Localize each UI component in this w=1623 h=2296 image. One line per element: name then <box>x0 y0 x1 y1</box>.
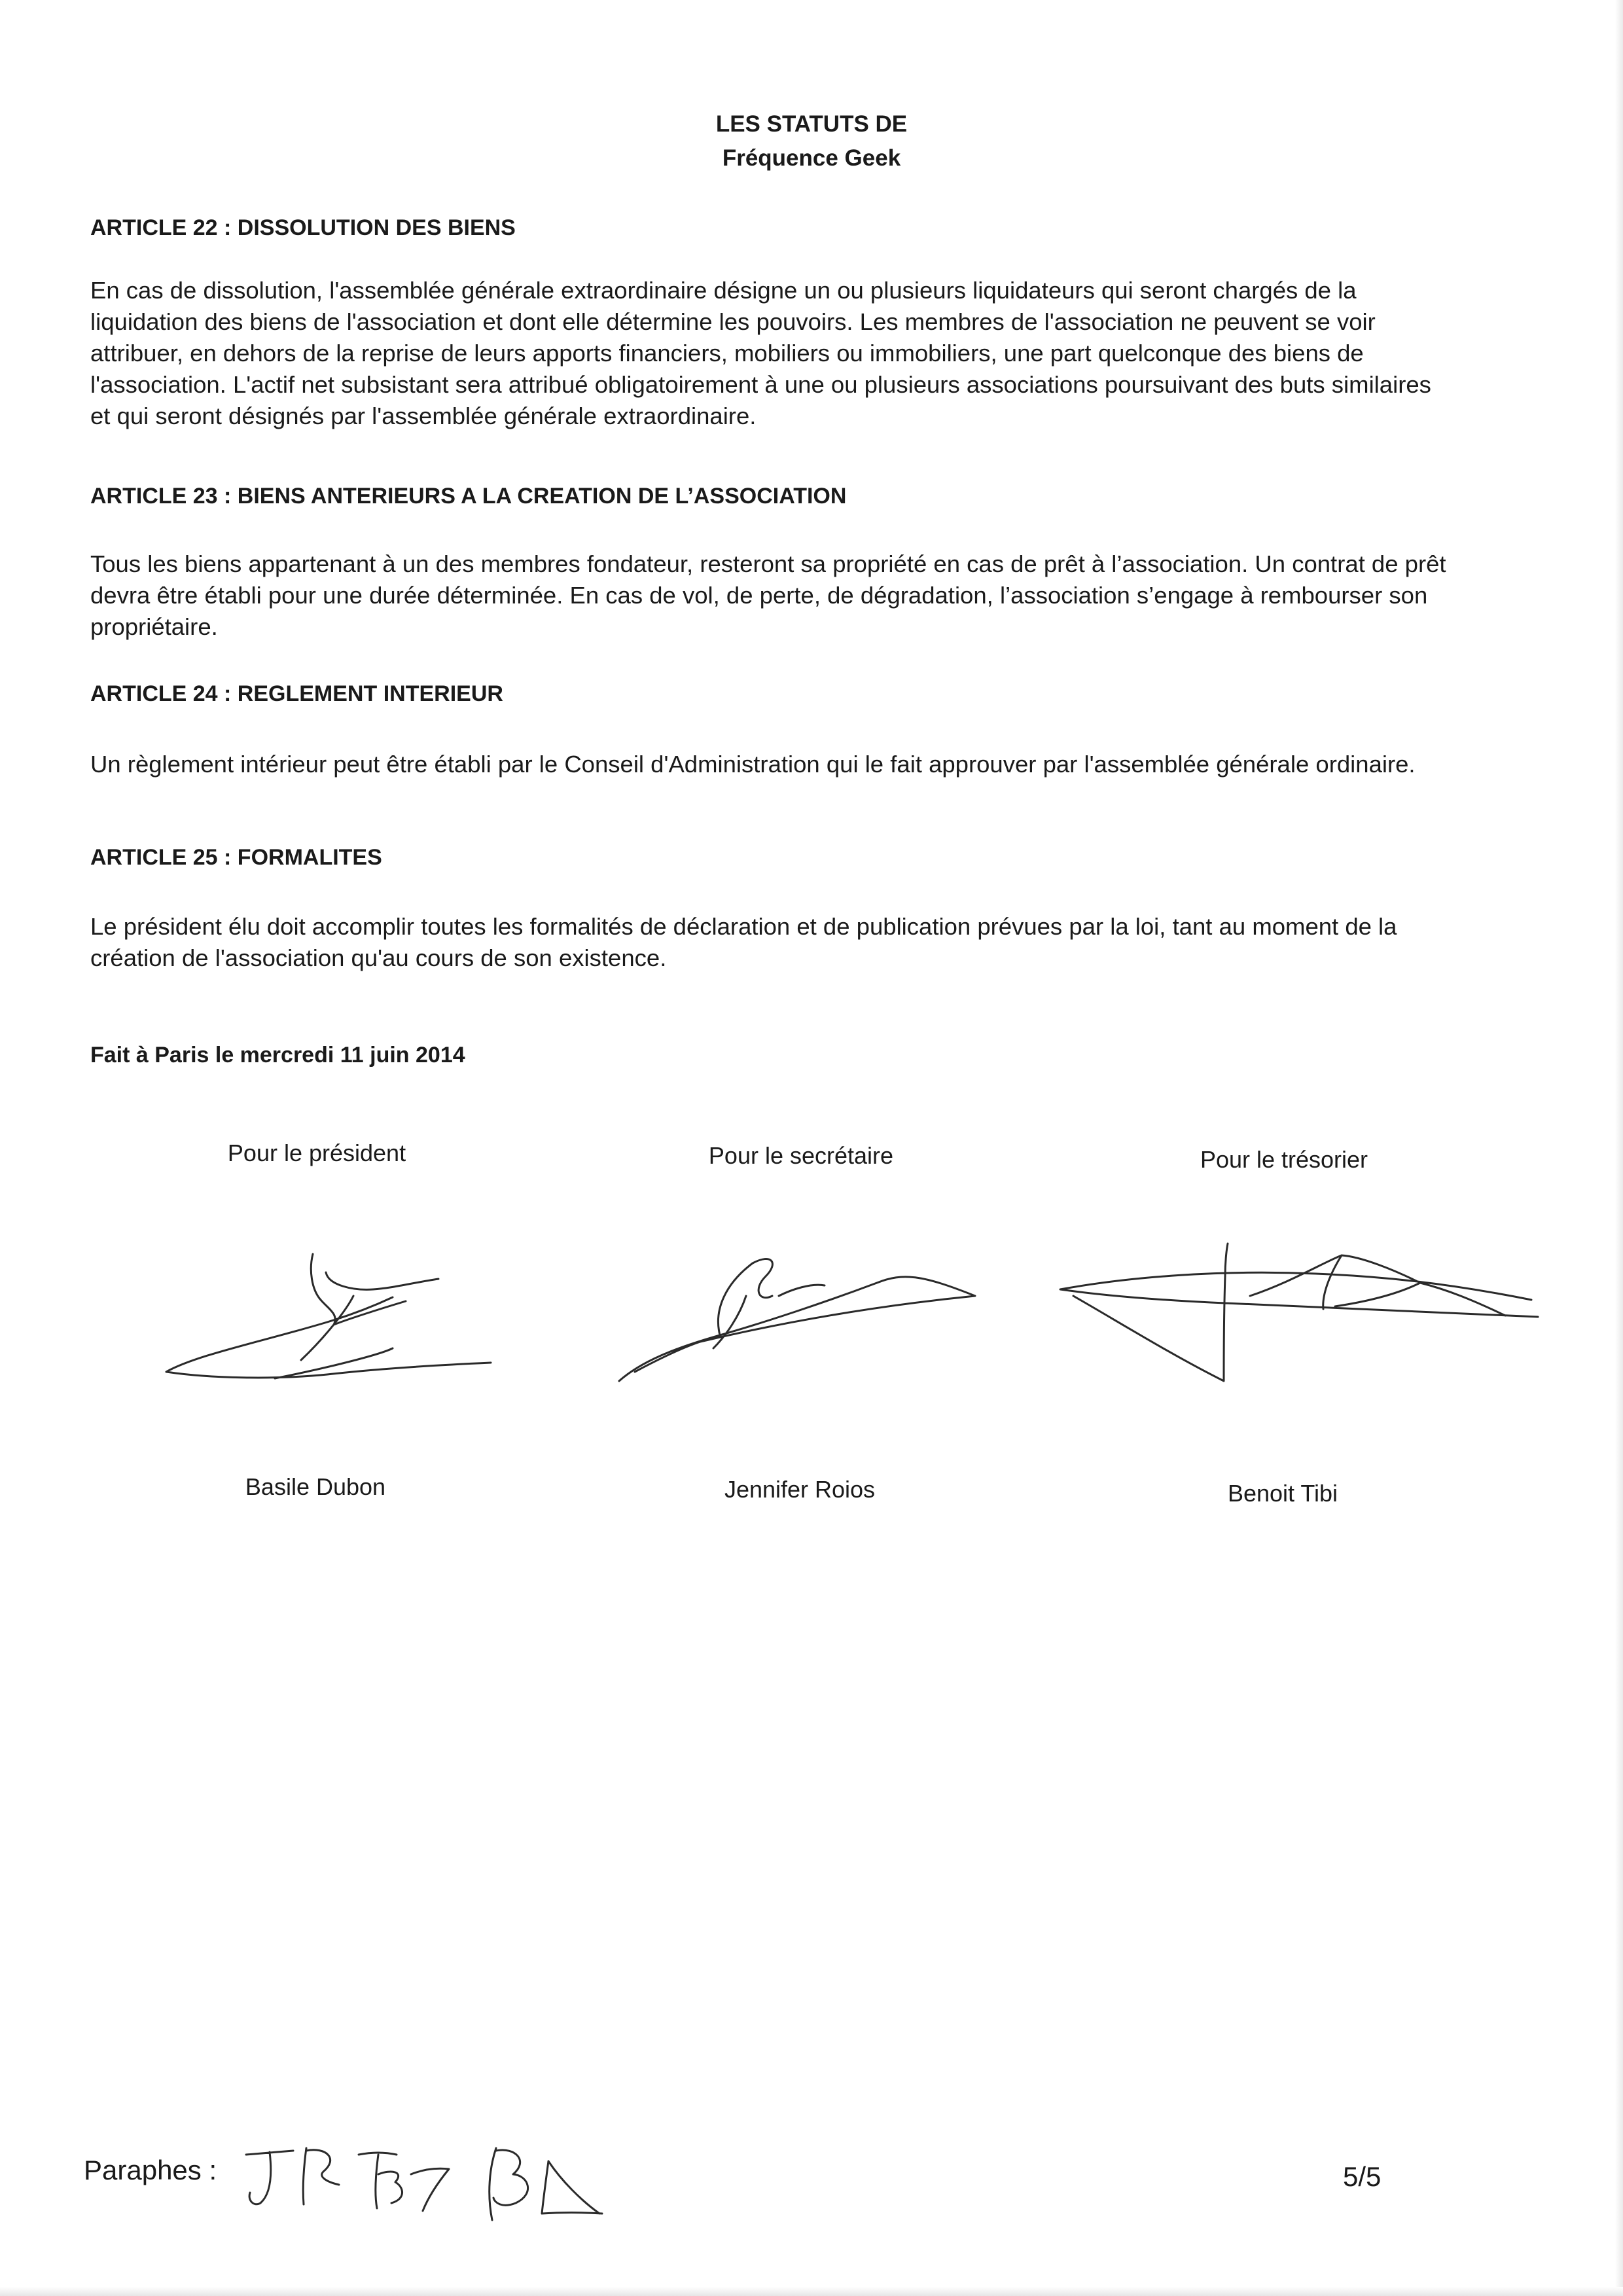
article-25-body <box>90 911 1524 974</box>
signatory-name-secretary: Jennifer Roios <box>724 1476 876 1503</box>
article-24-heading: ARTICLE 24 : REGLEMENT INTERIEUR <box>90 681 503 706</box>
article-22-line: liquidation des biens de l'association et dont elle détermine les pouvoirs. Les membres de l'association ne peuvent se voir <box>90 308 1376 335</box>
article-23-line: propriétaire. <box>90 613 218 640</box>
article-22-line: l'association. L'actif net subsistant sera attribué obligatoirement à une ou plusieurs associations poursuivant des buts similaires <box>90 371 1431 398</box>
paraphes-initials-handwritten <box>241 2135 607 2227</box>
document-title-line1: LES STATUTS DE <box>715 111 908 137</box>
signatory-role-president: Pour le président <box>227 1139 406 1166</box>
signatory-role-treasurer: Pour le trésorier <box>1200 1146 1368 1173</box>
signatory-role-secretary: Pour le secrétaire <box>708 1142 894 1169</box>
article-25-heading: ARTICLE 25 : FORMALITES <box>90 845 382 870</box>
article-24-body <box>90 749 1524 780</box>
page-number: 5/5 <box>1343 2161 1382 2192</box>
article-25-line: création de l'association qu'au cours de son existence. <box>90 944 667 971</box>
article-23-line: Tous les biens appartenant à un des membres fondateur, resteront sa propriété en cas de prêt à l’association. Un contrat de prêt <box>90 550 1446 577</box>
article-24-line: Un règlement intérieur peut être établi par le Conseil d'Administration qui le fait approuver par l'assemblée générale ordinaire. <box>90 751 1416 778</box>
article-22-line: attribuer, en dehors de la reprise de leurs apports financiers, mobiliers ou immobiliers, une part quelconque des biens de <box>90 340 1364 367</box>
article-22-line: et qui seront désignés par l'assemblée générale extraordinaire. <box>90 403 757 429</box>
article-22-heading: ARTICLE 22 : DISSOLUTION DES BIENS <box>90 215 516 240</box>
article-23-body <box>90 548 1524 643</box>
scan-edge-right <box>1615 0 1623 2296</box>
article-23-line: devra être établi pour une durée déterminée. En cas de vol, de perte, de dégradation, l’association s’engage à rembourser son <box>90 582 1428 609</box>
signatory-name-treasurer: Benoit Tibi <box>1227 1480 1338 1507</box>
signatory-name-president: Basile Dubon <box>245 1473 386 1500</box>
place-and-date: Fait à Paris le mercredi 11 juin 2014 <box>90 1043 465 1067</box>
document-title-line2: Fréquence Geek <box>722 145 901 171</box>
article-22-body <box>90 275 1524 432</box>
signature-secretary <box>615 1244 982 1388</box>
paraphes-label: Paraphes : <box>84 2155 217 2185</box>
scan-edge-bottom <box>0 2287 1623 2296</box>
signature-treasurer <box>1054 1237 1544 1394</box>
article-25-line: Le président élu doit accomplir toutes les formalités de déclaration et de publication prévues par la loi, tant au moment de la <box>90 913 1397 940</box>
article-23-heading: ARTICLE 23 : BIENS ANTERIEURS A LA CREATION DE L’ASSOCIATION <box>90 484 847 509</box>
article-22-line: En cas de dissolution, l'assemblée générale extraordinaire désigne un ou plusieurs liquidateurs qui seront chargés de la <box>90 277 1357 304</box>
signature-president <box>157 1244 497 1388</box>
